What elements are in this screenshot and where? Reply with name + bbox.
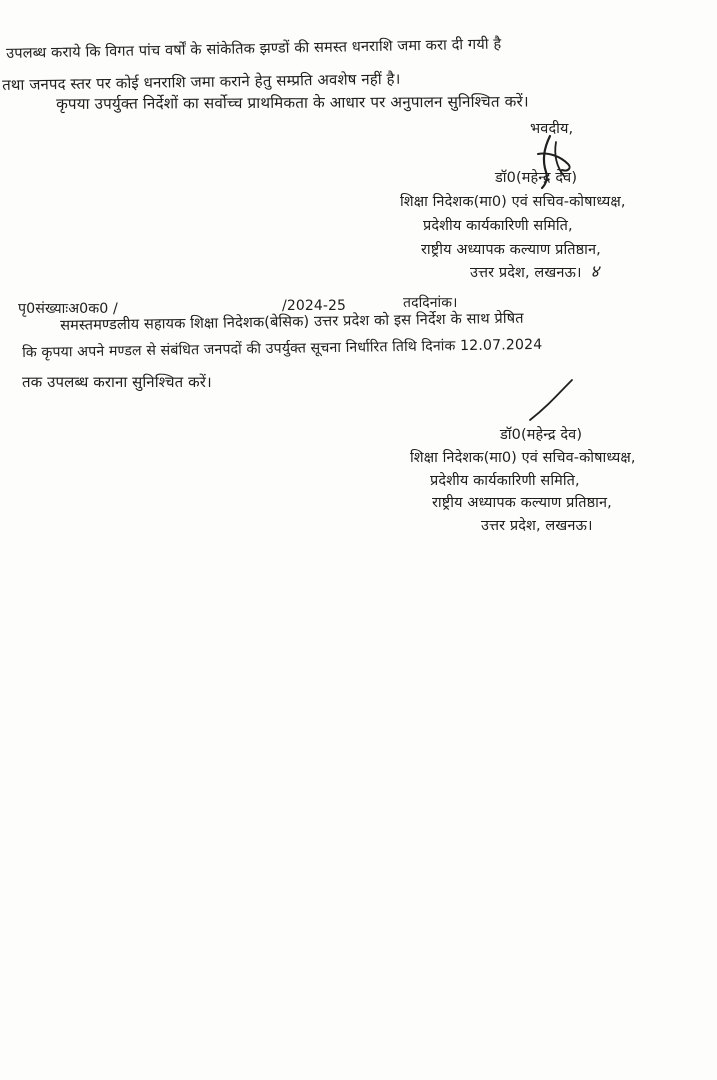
- signatory-place-1: [470, 262, 599, 283]
- signatory-name-2: डॉ0(महेन्द्र देव): [500, 427, 583, 443]
- signatory-place-2: उत्तर प्रदेश, लखनऊ।: [481, 518, 593, 534]
- signatory-committee-2: प्रदेशीय कार्यकारिणी समिति,: [430, 473, 580, 489]
- handwritten-signature-2: [520, 376, 580, 426]
- body-line-3: कृपया उपर्युक्त निर्देशों का सर्वोच्च प्राथमिकता के आधार पर अनुपालन सुनिश्चित करें।: [56, 92, 529, 113]
- date-label: तददिनांक।: [403, 295, 458, 311]
- signatory-institution-1: राष्ट्रीय अध्यापक कल्याण प्रतिष्ठान,: [421, 242, 601, 258]
- signatory-institution-2: राष्ट्रीय अध्यापक कल्याण प्रतिष्ठान,: [432, 495, 612, 511]
- endorsement-line-2: कि कृपया अपने मण्डल से संबंधित जनपदों की उपर्युक्त सूचना निर्धारित तिथि दिनांक 12.07.2024: [22, 336, 543, 361]
- signatory-place-1-text: उत्तर प्रदेश, लखनऊ।: [470, 265, 582, 281]
- closing-salutation: भवदीय,: [530, 121, 574, 137]
- signatory-committee-1: प्रदेशीय कार्यकारिणी समिति,: [423, 218, 573, 234]
- reference-year: /2024-25: [282, 298, 347, 314]
- handwritten-mark: ४: [590, 262, 600, 282]
- signatory-designation-2: शिक्षा निदेशक(मा0) एवं सचिव-कोषाध्यक्ष,: [410, 450, 636, 466]
- endorsement-line-3: तक उपलब्ध कराना सुनिश्चित करें।: [22, 373, 212, 391]
- signatory-designation-1: शिक्षा निदेशक(मा0) एवं सचिव-कोषाध्यक्ष,: [400, 194, 626, 210]
- body-line-1: उपलब्ध कराये कि विगत पांच वर्षों के सांकेतिक झण्डों की समस्त धनराशि जमा करा दी गयी है: [6, 35, 502, 62]
- signatory-name-1: डॉ0(महेन्द्र देव): [495, 170, 578, 186]
- body-line-2: तथा जनपद स्तर पर कोई धनराशि जमा कराने हेतु सम्प्रति अवशेष नहीं है।: [2, 69, 401, 94]
- endorsement-line-1: समस्तमण्डलीय सहायक शिक्षा निदेशक(बेसिक) उत्तर प्रदेश को इस निर्देश के साथ प्रेषित: [60, 309, 524, 334]
- reference-number: पृ0संख्याःअ0क0 /: [18, 301, 118, 317]
